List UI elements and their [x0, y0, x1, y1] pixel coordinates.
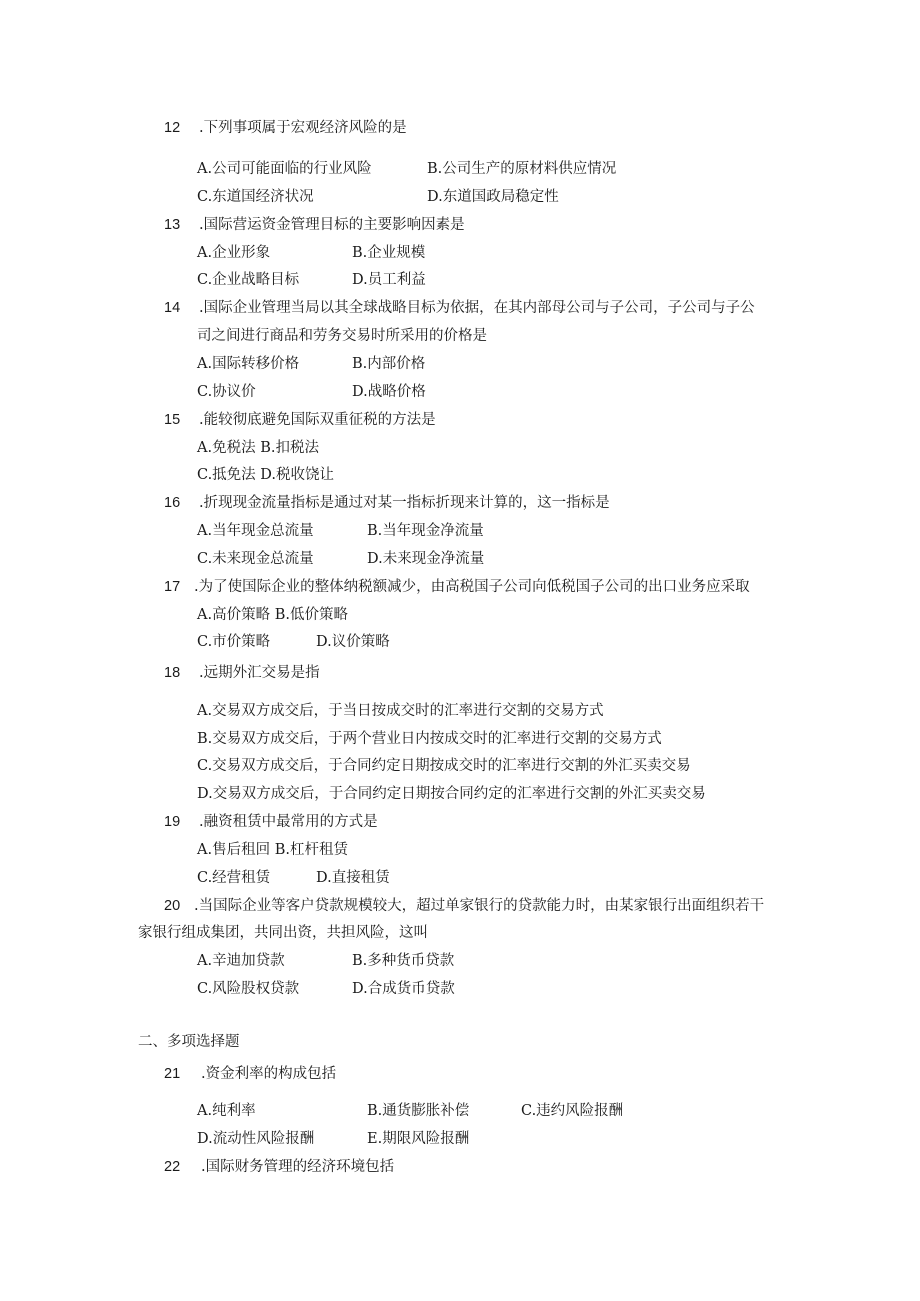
option-d: D.交易双方成交后，于合同约定日期按合同约定的汇率进行交割的外汇买卖交易	[197, 786, 706, 802]
option-b: B.内部价格	[352, 356, 426, 372]
question-number: 19	[164, 814, 181, 830]
question-stem: .远期外汇交易是指	[199, 665, 320, 681]
question-number: 18	[164, 665, 181, 681]
option-d: D.议价策略	[316, 634, 390, 650]
question-stem: .国际企业管理当局以其全球战略目标为依据，在其内部母公司与子公司，子公司与子公	[199, 300, 755, 316]
question-stem: .融资租赁中最常用的方式是	[199, 814, 378, 830]
question-number: 14	[164, 300, 181, 316]
option-b: B.当年现金净流量	[367, 523, 484, 539]
option-c: C.协议价	[197, 384, 256, 400]
option-c: C.未来现金总流量	[197, 551, 314, 567]
option-e: E.期限风险报酬	[367, 1131, 470, 1147]
question-stem: .国际营运资金管理目标的主要影响因素是	[199, 217, 465, 233]
option-d: D.合成货币贷款	[352, 981, 455, 997]
question-stem: .折现现金流量指标是通过对某一指标折现来计算的，这一指标是	[199, 495, 610, 511]
option-cd: C.抵免法 D.税收饶让	[197, 467, 335, 483]
question-number: 17	[164, 579, 181, 595]
question-stem: .国际财务管理的经济环境包括	[201, 1159, 395, 1175]
question-number: 12	[164, 120, 181, 136]
option-a: A.企业形象	[197, 245, 271, 261]
option-b: B.多种货币贷款	[352, 953, 455, 969]
option-ab: A.免税法 B.扣税法	[197, 440, 319, 456]
option-d: D.战略价格	[352, 384, 426, 400]
option-a: A.辛迪加贷款	[197, 953, 285, 969]
option-c: C.市价策略	[197, 634, 271, 650]
option-d: D.直接租赁	[316, 870, 390, 886]
option-b: B.企业规模	[352, 245, 426, 261]
option-d: D.员工利益	[352, 272, 426, 288]
option-a: A.当年现金总流量	[197, 523, 314, 539]
question-stem: .下列事项属于宏观经济风险的是	[199, 120, 407, 136]
question-number: 22	[164, 1159, 181, 1175]
option-c: C.企业战略目标	[197, 272, 300, 288]
question-number: 20	[164, 898, 181, 914]
question-stem: .为了使国际企业的整体纳税额减少，由高税国子公司向低税国子公司的出口业务应采取	[194, 579, 750, 595]
question-number: 21	[164, 1066, 181, 1082]
question-number: 15	[164, 412, 181, 428]
question-number: 13	[164, 217, 181, 233]
question-stem-continued: 司之间进行商品和劳务交易时所采用的价格是	[197, 328, 487, 344]
question-stem: .当国际企业等客户贷款规模较大，超过单家银行的贷款能力时，由某家银行出面组织若干	[194, 898, 765, 914]
option-d: D.流动性风险报酬	[197, 1131, 315, 1147]
option-c: C.经营租赁	[197, 870, 271, 886]
option-b: B.公司生产的原材料供应情况	[427, 161, 617, 177]
option-c: C.风险股权贷款	[197, 981, 300, 997]
question-number: 16	[164, 495, 181, 511]
option-d: D.东道国政局稳定性	[427, 189, 559, 205]
question-stem: .资金利率的构成包括	[201, 1066, 337, 1082]
option-c: C.交易双方成交后，于合同约定日期按成交时的汇率进行交割的外汇买卖交易	[197, 758, 691, 774]
option-a: A.公司可能面临的行业风险	[197, 161, 372, 177]
option-a: A.纯利率	[197, 1103, 256, 1119]
option-ab: A.售后租回 B.杠杆租赁	[197, 842, 348, 858]
option-c: C.东道国经济状况	[197, 189, 314, 205]
question-stem-continued: 家银行组成集团，共同出资，共担风险，这叫	[138, 925, 428, 941]
option-d: D.未来现金净流量	[367, 551, 485, 567]
option-ab: A.高价策略 B.低价策略	[197, 607, 348, 623]
section-heading: 二、多项选择题	[138, 1034, 240, 1050]
option-b: B.通货膨胀补偿	[367, 1103, 470, 1119]
option-a: A.国际转移价格	[197, 356, 300, 372]
option-c: C.违约风险报酬	[521, 1103, 624, 1119]
option-b: B.交易双方成交后，于两个营业日内按成交时的汇率进行交割的交易方式	[197, 731, 662, 747]
question-stem: .能较彻底避免国际双重征税的方法是	[199, 412, 436, 428]
option-a: A.交易双方成交后，于当日按成交时的汇率进行交割的交易方式	[197, 703, 604, 719]
